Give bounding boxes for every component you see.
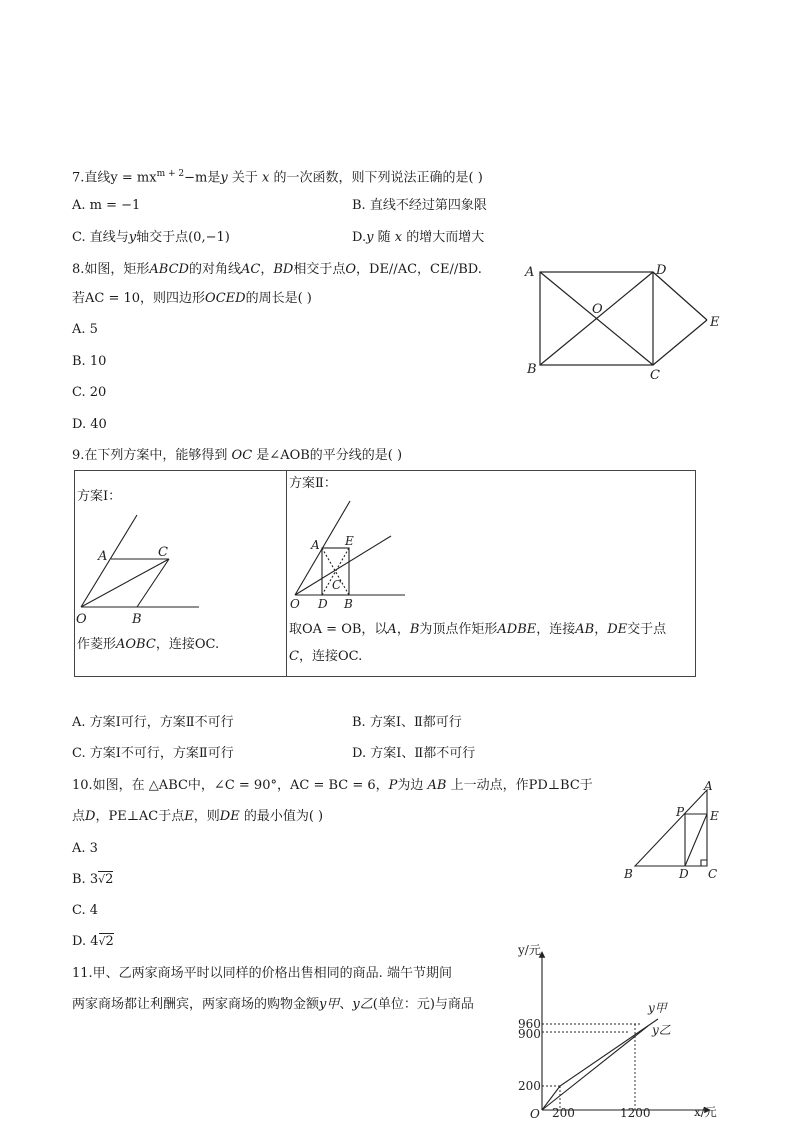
segment-de [653, 272, 707, 320]
q10-triangle-figure [615, 778, 725, 884]
label-a: A [525, 265, 535, 280]
segment-de [685, 814, 707, 866]
x-axis-label: x/元 [694, 1105, 717, 1119]
q10-label-c: C [708, 867, 718, 881]
line-y-yi [542, 1026, 648, 1110]
label-c: C [650, 368, 660, 383]
q11-stem-line1: 11.甲、乙两家商场平时以同样的价格出售相同的商品. 端午节期间 [72, 966, 452, 981]
q8-option-c[interactable]: C. 20 [72, 385, 107, 400]
label-o: O [592, 302, 603, 317]
ray-oc [295, 536, 391, 595]
segment-ce [653, 320, 707, 365]
ray-oa [81, 515, 137, 607]
q10-option-a[interactable]: A. 3 [72, 841, 98, 856]
plan1-label-o: O [76, 612, 87, 627]
q10-option-d[interactable]: D. 4√2 [72, 934, 114, 949]
label-b: B [527, 362, 537, 377]
plan2-title: 方案Ⅱ： [289, 476, 337, 491]
q10-label-b: B [624, 867, 633, 881]
plan2-label-d: D [318, 597, 328, 611]
label-e: E [710, 315, 720, 330]
diagonal-oc [81, 559, 169, 607]
q7-stem: 7.直线$y = mx^{m + 2}-m$是y 关于 x 的一次函数，则下列说法正确的是( ) [72, 169, 483, 186]
plan2-label-o: O [290, 597, 300, 611]
plan2-label-a: A [311, 538, 320, 552]
x-tick-1200: 1200 [620, 1106, 651, 1120]
y-tick-900: 900 [518, 1027, 541, 1041]
plan2-label-e: E [345, 534, 354, 548]
q8-rectangle-figure [520, 258, 730, 383]
q11-stem-line2: 两家商场都让利酬宾，两家商场的购物金额y甲、y乙(单位：元)与商品 [72, 997, 474, 1012]
triangle-abc [635, 790, 707, 866]
plan2-rectangle-figure [287, 499, 417, 614]
plan2-label-c: C [332, 578, 342, 592]
plan2-description-line1: 取OA = OB，以A，B为顶点作矩形ADBE，连接AB，DE交于点 [289, 622, 667, 637]
q7-option-d[interactable]: D.y 随 x 的增大而增大 [352, 230, 485, 245]
q10-option-b[interactable]: B. 3√2 [72, 872, 114, 887]
q7-option-a[interactable]: A. m = −1 [72, 198, 141, 213]
y-tick-960: 960 [518, 1017, 541, 1031]
plan1-rhombus-figure [75, 507, 285, 627]
q8-option-a[interactable]: A. 5 [72, 322, 98, 337]
q9-option-c[interactable]: C. 方案Ⅰ不可行，方案Ⅱ可行 [72, 746, 234, 761]
label-d: D [656, 263, 667, 278]
q10-label-e: E [710, 809, 719, 823]
q7-option-b[interactable]: B. 直线不经过第四象限 [352, 198, 487, 213]
origin-label: O [530, 1107, 540, 1120]
q8-stem-line1: 8.如图，矩形ABCD的对角线AC，BD相交于点O，DE//AC，CE//BD. [72, 262, 482, 277]
side-bc [137, 559, 169, 607]
plan1-title: 方案Ⅰ： [77, 489, 122, 504]
q8-option-d[interactable]: D. 40 [72, 417, 107, 432]
y-tick-200: 200 [518, 1079, 541, 1093]
q9-plans-table [74, 470, 696, 677]
q10-label-a: A [704, 779, 713, 793]
plan1-description: 作菱形AOBC，连接OC. [77, 637, 220, 652]
q8-stem-line2: 若AC = 10，则四边形OCED的周长是( ) [72, 291, 312, 306]
q9-option-d[interactable]: D. 方案Ⅰ、Ⅱ都不可行 [352, 746, 476, 761]
q10-stem-line1: 10.如图，在 △ABC中，∠C = 90°，AC = BC = 6，P为边 AB 上一动点，作PD⊥BC于 [72, 778, 593, 793]
q8-option-b[interactable]: B. 10 [72, 354, 107, 369]
series-y-jia-label: y甲 [648, 1001, 667, 1015]
series-y-yi-label: y乙 [652, 1023, 671, 1037]
q11-graph [510, 940, 724, 1120]
q10-stem-line2: 点D，PE⊥AC于点E，则DE 的最小值为( ) [72, 809, 324, 824]
plan1-label-c: C [158, 545, 168, 560]
q10-label-p: P [676, 805, 685, 819]
plan2-description-line2: C，连接OC. [289, 649, 363, 664]
plan2-label-b: B [344, 597, 353, 611]
right-angle-mark [701, 860, 707, 866]
q7-option-c[interactable]: C. 直线与y轴交于点(0,−1) [72, 230, 230, 245]
q10-label-d: D [679, 867, 689, 881]
q9-option-a[interactable]: A. 方案Ⅰ可行，方案Ⅱ不可行 [72, 715, 234, 730]
x-tick-200: 200 [552, 1106, 575, 1120]
q10-option-c[interactable]: C. 4 [72, 903, 99, 918]
q9-stem: 9.在下列方案中，能够得到 OC 是∠AOB的平分线的是( ) [72, 448, 403, 463]
plan1-label-a: A [98, 549, 108, 564]
y-axis-label: y/元 [518, 943, 541, 957]
plan1-label-b: B [132, 612, 142, 627]
q9-option-b[interactable]: B. 方案Ⅰ、Ⅱ都可行 [352, 715, 462, 730]
